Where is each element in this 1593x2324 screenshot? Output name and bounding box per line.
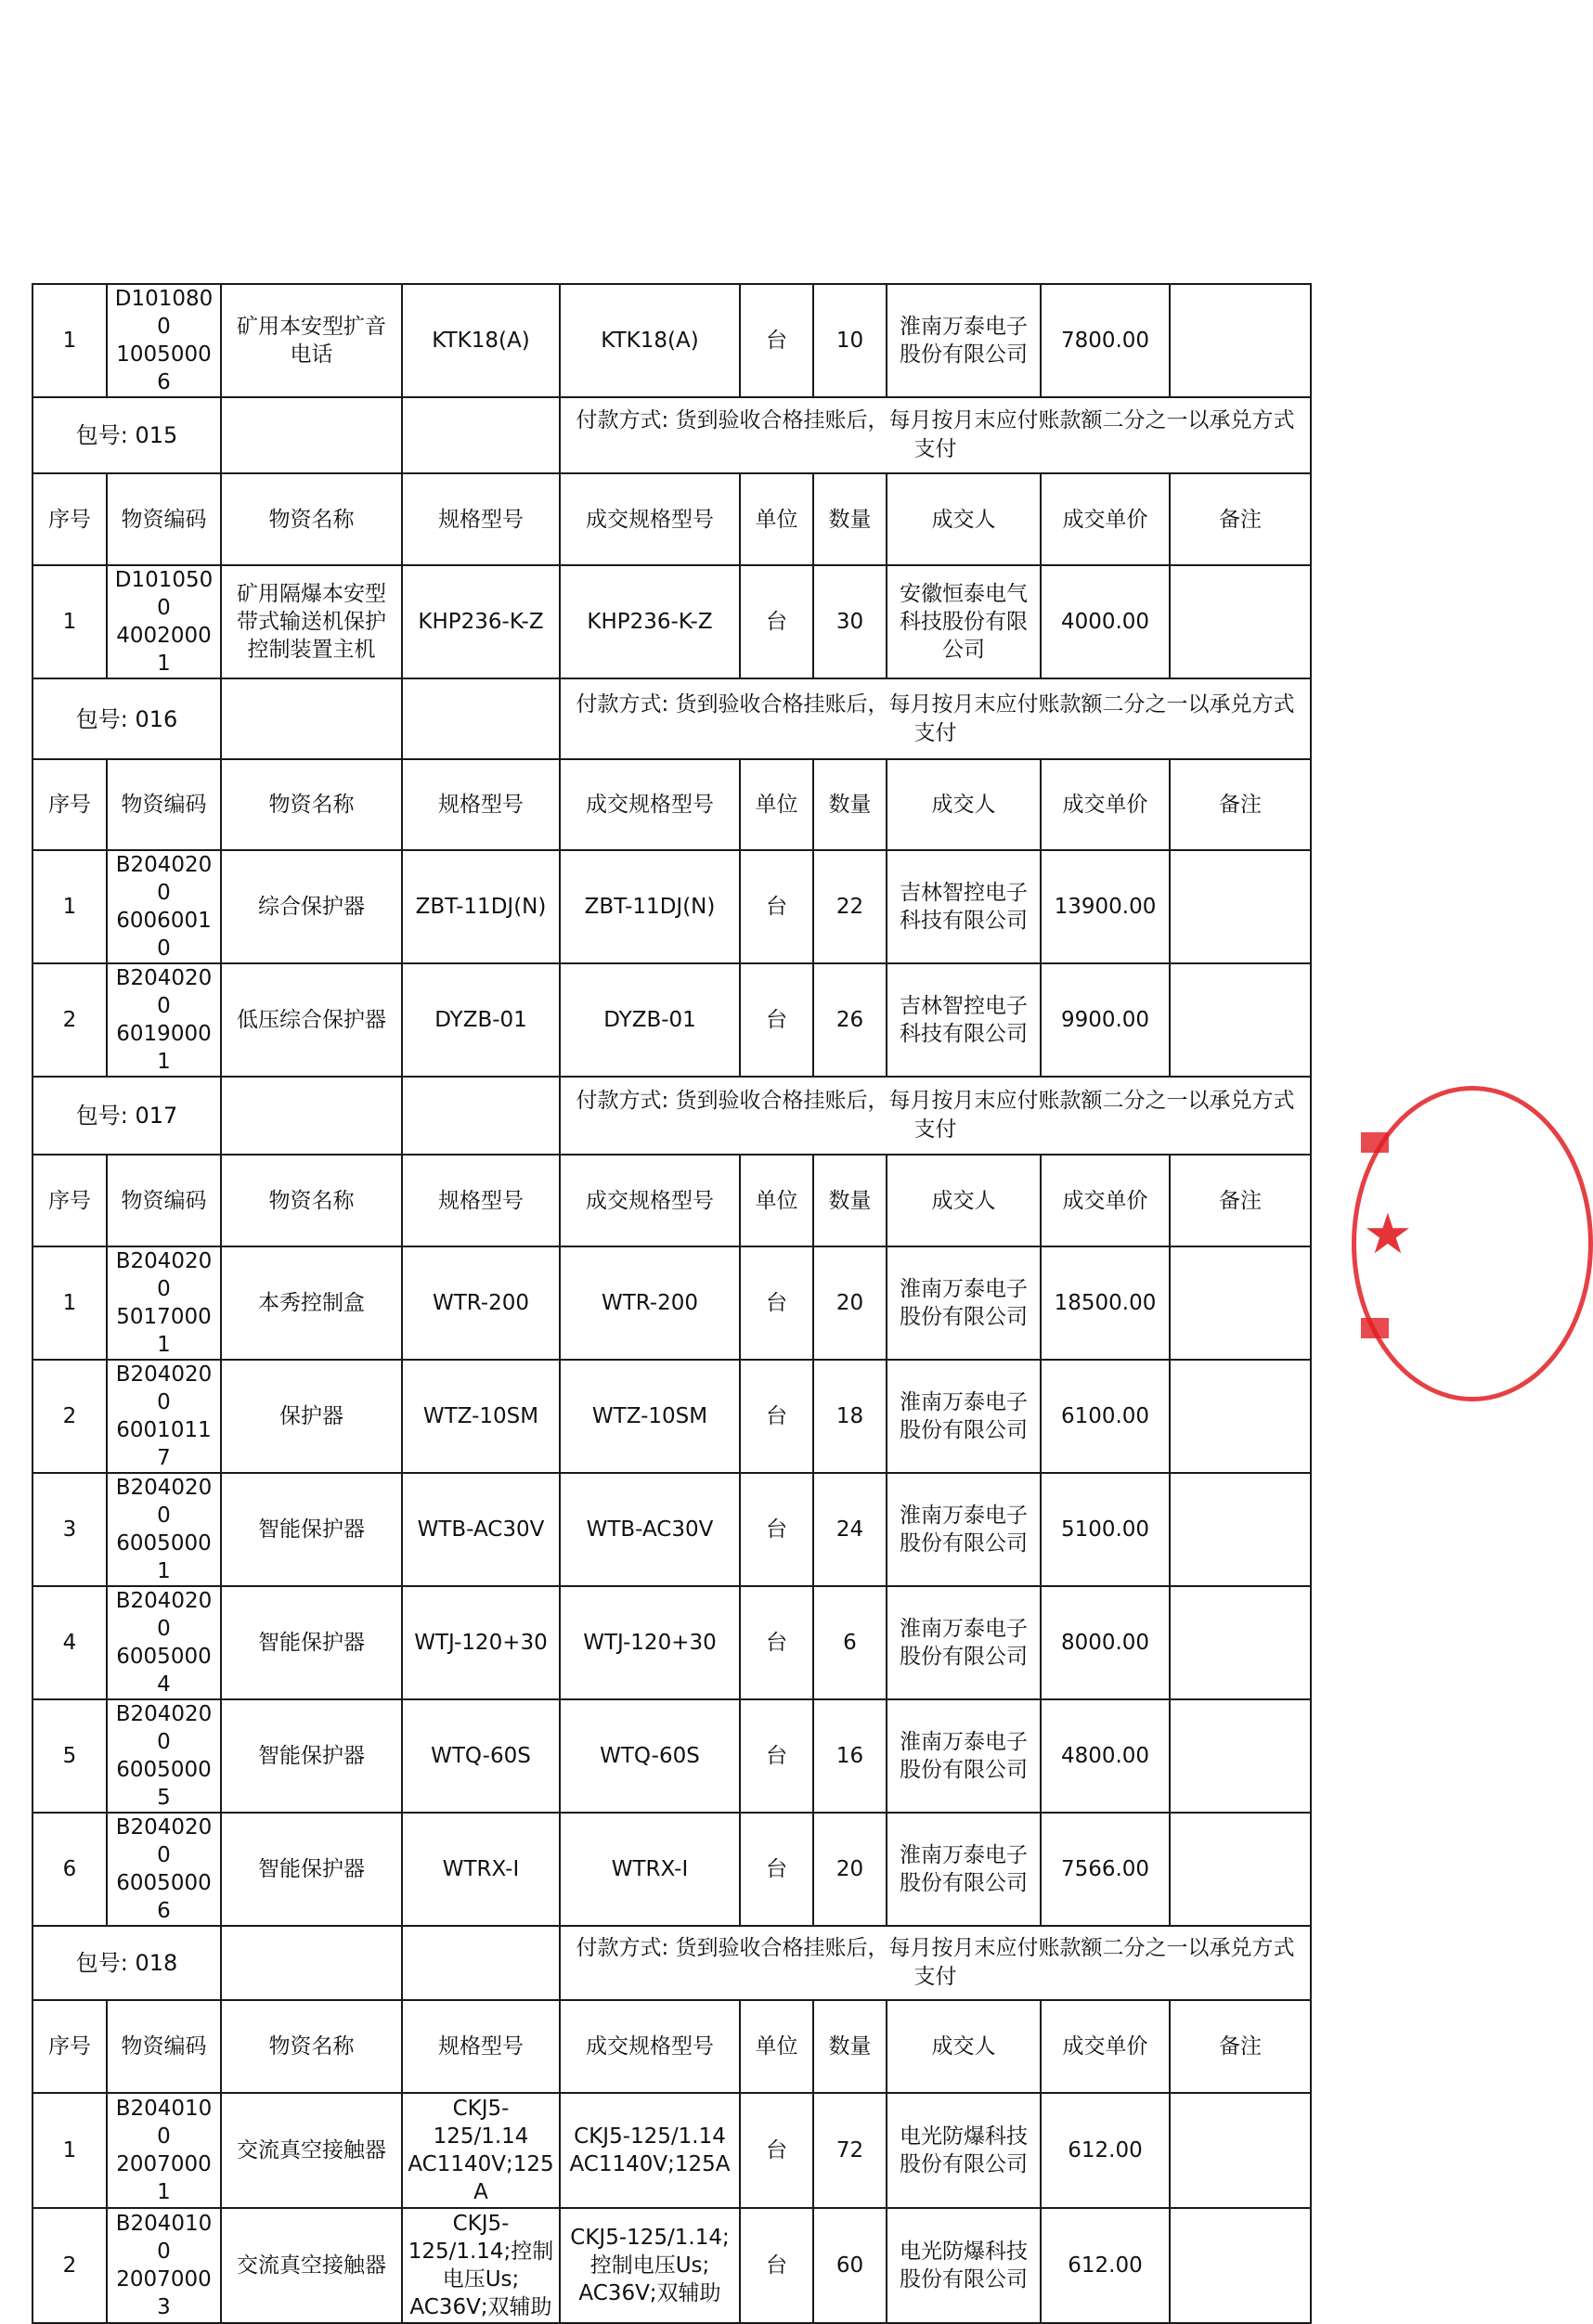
cell-name: 保护器: [221, 1360, 402, 1473]
cell-unit: 台: [740, 284, 813, 397]
cell-name: 智能保护器: [221, 1586, 402, 1699]
cell-spec: KTK18(A): [402, 284, 560, 397]
cell-deal-spec: KTK18(A): [560, 284, 740, 397]
cell-unit: 台: [740, 963, 813, 1077]
cell-code: D1010500 40020001: [107, 565, 221, 678]
cell-remark: [1170, 1586, 1311, 1699]
cell-price: 7566.00: [1041, 1813, 1170, 1926]
package-row: [32, 1077, 1311, 1155]
header-remark: 备注: [1170, 1155, 1311, 1246]
cell-seq: 5: [32, 1699, 107, 1813]
cell-name: 综合保护器: [221, 850, 402, 963]
cell-remark: [1170, 2093, 1311, 2208]
cell-qty: 26: [813, 963, 887, 1077]
package-number: 包号: 016: [32, 678, 221, 759]
cell-seq: 1: [32, 1246, 107, 1360]
header-code: 物资编码: [107, 473, 221, 565]
cell-remark: [1170, 1473, 1311, 1586]
header-code: 物资编码: [107, 759, 221, 850]
cell-name: 智能保护器: [221, 1473, 402, 1586]
cell-deal-spec: WTB-AC30V: [560, 1473, 740, 1586]
cell-unit: 台: [740, 2093, 813, 2208]
cell-unit: 台: [740, 1699, 813, 1813]
package-row: [32, 397, 1311, 473]
cell-remark: [1170, 850, 1311, 963]
header-qty: 数量: [813, 2000, 887, 2093]
cell-unit: 台: [740, 1813, 813, 1926]
package-number: 包号: 018: [32, 1926, 221, 2000]
cell-spec: ZBT-11DJ(N): [402, 850, 560, 963]
cell-supplier: 淮南万泰电子 股份有限公司: [887, 1813, 1041, 1926]
header-price: 成交单价: [1041, 2000, 1170, 2093]
cell-spec: WTJ-120+30: [402, 1586, 560, 1699]
cell-seq: 1: [32, 565, 107, 678]
cell-supplier: 淮南万泰电子 股份有限公司: [887, 1699, 1041, 1813]
table-row: [32, 1473, 1311, 1586]
table-row: [32, 284, 1311, 397]
header-qty: 数量: [813, 1155, 887, 1246]
header-spec: 规格型号: [402, 473, 560, 565]
header-remark: 备注: [1170, 759, 1311, 850]
blank-cell: [221, 1926, 402, 2000]
table-row: [32, 963, 1311, 1077]
cell-spec: CKJ5- 125/1.14;控制 电压Us; AC36V;双辅助: [402, 2208, 560, 2323]
package-number: 包号: 017: [32, 1077, 221, 1155]
cell-qty: 24: [813, 1473, 887, 1586]
cell-remark: [1170, 1813, 1311, 1926]
cell-seq: 2: [32, 2208, 107, 2323]
cell-supplier: 淮南万泰电子 股份有限公司: [887, 1360, 1041, 1473]
header-qty: 数量: [813, 759, 887, 850]
blank-cell: [402, 1926, 560, 2000]
header-supplier: 成交人: [887, 759, 1041, 850]
cell-name: 智能保护器: [221, 1813, 402, 1926]
cell-price: 4800.00: [1041, 1699, 1170, 1813]
header-spec: 规格型号: [402, 1155, 560, 1246]
header-unit: 单位: [740, 2000, 813, 2093]
cell-remark: [1170, 2208, 1311, 2323]
table-row: [32, 850, 1311, 963]
table-row: [32, 1246, 1311, 1360]
cell-name: 矿用隔爆本安型 带式输送机保护 控制装置主机: [221, 565, 402, 678]
cell-code: B2040100 20070001: [107, 2093, 221, 2208]
header-deal-spec: 成交规格型号: [560, 473, 740, 565]
payment-terms: 付款方式: 货到验收合格挂账后，每月按月末应付账款额二分之一以承兑方式支付: [560, 678, 1311, 759]
cell-supplier: 淮南万泰电子 股份有限公司: [887, 1246, 1041, 1360]
cell-unit: 台: [740, 850, 813, 963]
cell-spec: WTB-AC30V: [402, 1473, 560, 1586]
cell-price: 9900.00: [1041, 963, 1170, 1077]
cell-name: 交流真空接触器: [221, 2093, 402, 2208]
header-code: 物资编码: [107, 1155, 221, 1246]
cell-supplier: 电光防爆科技 股份有限公司: [887, 2093, 1041, 2208]
cell-code: B2040200 60050005: [107, 1699, 221, 1813]
cell-qty: 20: [813, 1246, 887, 1360]
header-price: 成交单价: [1041, 473, 1170, 565]
cell-deal-spec: WTJ-120+30: [560, 1586, 740, 1699]
cell-supplier: 电光防爆科技 股份有限公司: [887, 2208, 1041, 2323]
cell-spec: WTRX-I: [402, 1813, 560, 1926]
cell-supplier: 淮南万泰电子 股份有限公司: [887, 1473, 1041, 1586]
cell-seq: 1: [32, 850, 107, 963]
cell-spec: KHP236-K-Z: [402, 565, 560, 678]
cell-qty: 6: [813, 1586, 887, 1699]
cell-deal-spec: CKJ5-125/1.14 AC1140V;125A: [560, 2093, 740, 2208]
seal-mark: [1361, 1132, 1389, 1153]
header-supplier: 成交人: [887, 473, 1041, 565]
cell-seq: 1: [32, 284, 107, 397]
header-spec: 规格型号: [402, 759, 560, 850]
cell-qty: 16: [813, 1699, 887, 1813]
header-price: 成交单价: [1041, 759, 1170, 850]
header-seq: 序号: [32, 1155, 107, 1246]
header-row: [32, 759, 1311, 850]
cell-name: 智能保护器: [221, 1699, 402, 1813]
header-spec: 规格型号: [402, 2000, 560, 2093]
header-unit: 单位: [740, 1155, 813, 1246]
header-name: 物资名称: [221, 1155, 402, 1246]
cell-price: 612.00: [1041, 2208, 1170, 2323]
package-row: [32, 678, 1311, 759]
cell-price: 5100.00: [1041, 1473, 1170, 1586]
cell-code: B2040200 60010117: [107, 1360, 221, 1473]
cell-price: 4000.00: [1041, 565, 1170, 678]
header-deal-spec: 成交规格型号: [560, 2000, 740, 2093]
cell-code: B2040200 60050004: [107, 1586, 221, 1699]
cell-remark: [1170, 1699, 1311, 1813]
cell-unit: 台: [740, 565, 813, 678]
blank-cell: [221, 397, 402, 473]
cell-spec: WTQ-60S: [402, 1699, 560, 1813]
package-row: [32, 1926, 1311, 2000]
cell-price: 612.00: [1041, 2093, 1170, 2208]
header-remark: 备注: [1170, 2000, 1311, 2093]
cell-name: 低压综合保护器: [221, 963, 402, 1077]
header-code: 物资编码: [107, 2000, 221, 2093]
cell-deal-spec: WTQ-60S: [560, 1699, 740, 1813]
cell-qty: 10: [813, 284, 887, 397]
cell-deal-spec: WTZ-10SM: [560, 1360, 740, 1473]
cell-deal-spec: KHP236-K-Z: [560, 565, 740, 678]
cell-code: B2040200 60050006: [107, 1813, 221, 1926]
table-row: [32, 1813, 1311, 1926]
cell-deal-spec: WTRX-I: [560, 1813, 740, 1926]
cell-code: D1010800 10050006: [107, 284, 221, 397]
table-row: [32, 565, 1311, 678]
payment-terms: 付款方式: 货到验收合格挂账后，每月按月末应付账款额二分之一以承兑方式支付: [560, 1926, 1311, 2000]
package-number: 包号: 015: [32, 397, 221, 473]
cell-supplier: 吉林智控电子 科技有限公司: [887, 963, 1041, 1077]
header-row: [32, 2000, 1311, 2093]
cell-code: B2040100 20070003: [107, 2208, 221, 2323]
blank-cell: [221, 1077, 402, 1155]
header-seq: 序号: [32, 759, 107, 850]
header-remark: 备注: [1170, 473, 1311, 565]
cell-spec: WTZ-10SM: [402, 1360, 560, 1473]
cell-seq: 6: [32, 1813, 107, 1926]
header-price: 成交单价: [1041, 1155, 1170, 1246]
cell-code: B2040200 60050001: [107, 1473, 221, 1586]
header-name: 物资名称: [221, 473, 402, 565]
header-deal-spec: 成交规格型号: [560, 1155, 740, 1246]
cell-name: 本秀控制盒: [221, 1246, 402, 1360]
header-name: 物资名称: [221, 2000, 402, 2093]
cell-unit: 台: [740, 2208, 813, 2323]
header-deal-spec: 成交规格型号: [560, 759, 740, 850]
header-supplier: 成交人: [887, 1155, 1041, 1246]
blank-cell: [402, 1077, 560, 1155]
cell-supplier: 淮南万泰电子 股份有限公司: [887, 1586, 1041, 1699]
cell-seq: 2: [32, 963, 107, 1077]
header-seq: 序号: [32, 2000, 107, 2093]
cell-spec: WTR-200: [402, 1246, 560, 1360]
cell-code: B2040200 60060010: [107, 850, 221, 963]
header-supplier: 成交人: [887, 2000, 1041, 2093]
cell-unit: 台: [740, 1360, 813, 1473]
header-unit: 单位: [740, 473, 813, 565]
header-row: [32, 1155, 1311, 1246]
cell-unit: 台: [740, 1586, 813, 1699]
header-row: [32, 473, 1311, 565]
cell-code: B2040200 60190001: [107, 963, 221, 1077]
cell-remark: [1170, 284, 1311, 397]
cell-supplier: 淮南万泰电子 股份有限公司: [887, 284, 1041, 397]
cell-qty: 18: [813, 1360, 887, 1473]
procurement-result-table: [32, 283, 1312, 2324]
cell-supplier: 吉林智控电子 科技有限公司: [887, 850, 1041, 963]
cell-qty: 22: [813, 850, 887, 963]
blank-cell: [402, 397, 560, 473]
cell-qty: 30: [813, 565, 887, 678]
red-seal-stamp: [1344, 1086, 1413, 1392]
cell-price: 7800.00: [1041, 284, 1170, 397]
cell-price: 13900.00: [1041, 850, 1170, 963]
cell-seq: 3: [32, 1473, 107, 1586]
seal-star-icon: ★: [1363, 1202, 1413, 1267]
header-seq: 序号: [32, 473, 107, 565]
cell-remark: [1170, 1246, 1311, 1360]
cell-supplier: 安徽恒泰电气 科技股份有限 公司: [887, 565, 1041, 678]
cell-deal-spec: CKJ5-125/1.14; 控制电压Us; AC36V;双辅助: [560, 2208, 740, 2323]
table-row: [32, 2208, 1311, 2323]
cell-unit: 台: [740, 1246, 813, 1360]
blank-cell: [221, 678, 402, 759]
table-row: [32, 1586, 1311, 1699]
cell-remark: [1170, 565, 1311, 678]
cell-deal-spec: DYZB-01: [560, 963, 740, 1077]
header-qty: 数量: [813, 473, 887, 565]
cell-seq: 4: [32, 1586, 107, 1699]
cell-deal-spec: ZBT-11DJ(N): [560, 850, 740, 963]
cell-unit: 台: [740, 1473, 813, 1586]
cell-qty: 20: [813, 1813, 887, 1926]
table-row: [32, 1360, 1311, 1473]
table-row: [32, 2093, 1311, 2208]
cell-spec: DYZB-01: [402, 963, 560, 1077]
cell-name: 矿用本安型扩音 电话: [221, 284, 402, 397]
header-name: 物资名称: [221, 759, 402, 850]
cell-remark: [1170, 963, 1311, 1077]
cell-seq: 1: [32, 2093, 107, 2208]
payment-terms: 付款方式: 货到验收合格挂账后，每月按月末应付账款额二分之一以承兑方式支付: [560, 397, 1311, 473]
cell-remark: [1170, 1360, 1311, 1473]
cell-price: 18500.00: [1041, 1246, 1170, 1360]
cell-spec: CKJ5- 125/1.14 AC1140V;125 A: [402, 2093, 560, 2208]
cell-name: 交流真空接触器: [221, 2208, 402, 2323]
cell-price: 6100.00: [1041, 1360, 1170, 1473]
cell-qty: 72: [813, 2093, 887, 2208]
cell-price: 8000.00: [1041, 1586, 1170, 1699]
seal-mark: [1361, 1318, 1389, 1338]
header-unit: 单位: [740, 759, 813, 850]
payment-terms: 付款方式: 货到验收合格挂账后，每月按月末应付账款额二分之一以承兑方式支付: [560, 1077, 1311, 1155]
cell-code: B2040200 50170001: [107, 1246, 221, 1360]
table-row: [32, 1699, 1311, 1813]
blank-cell: [402, 678, 560, 759]
cell-qty: 60: [813, 2208, 887, 2323]
cell-seq: 2: [32, 1360, 107, 1473]
cell-deal-spec: WTR-200: [560, 1246, 740, 1360]
